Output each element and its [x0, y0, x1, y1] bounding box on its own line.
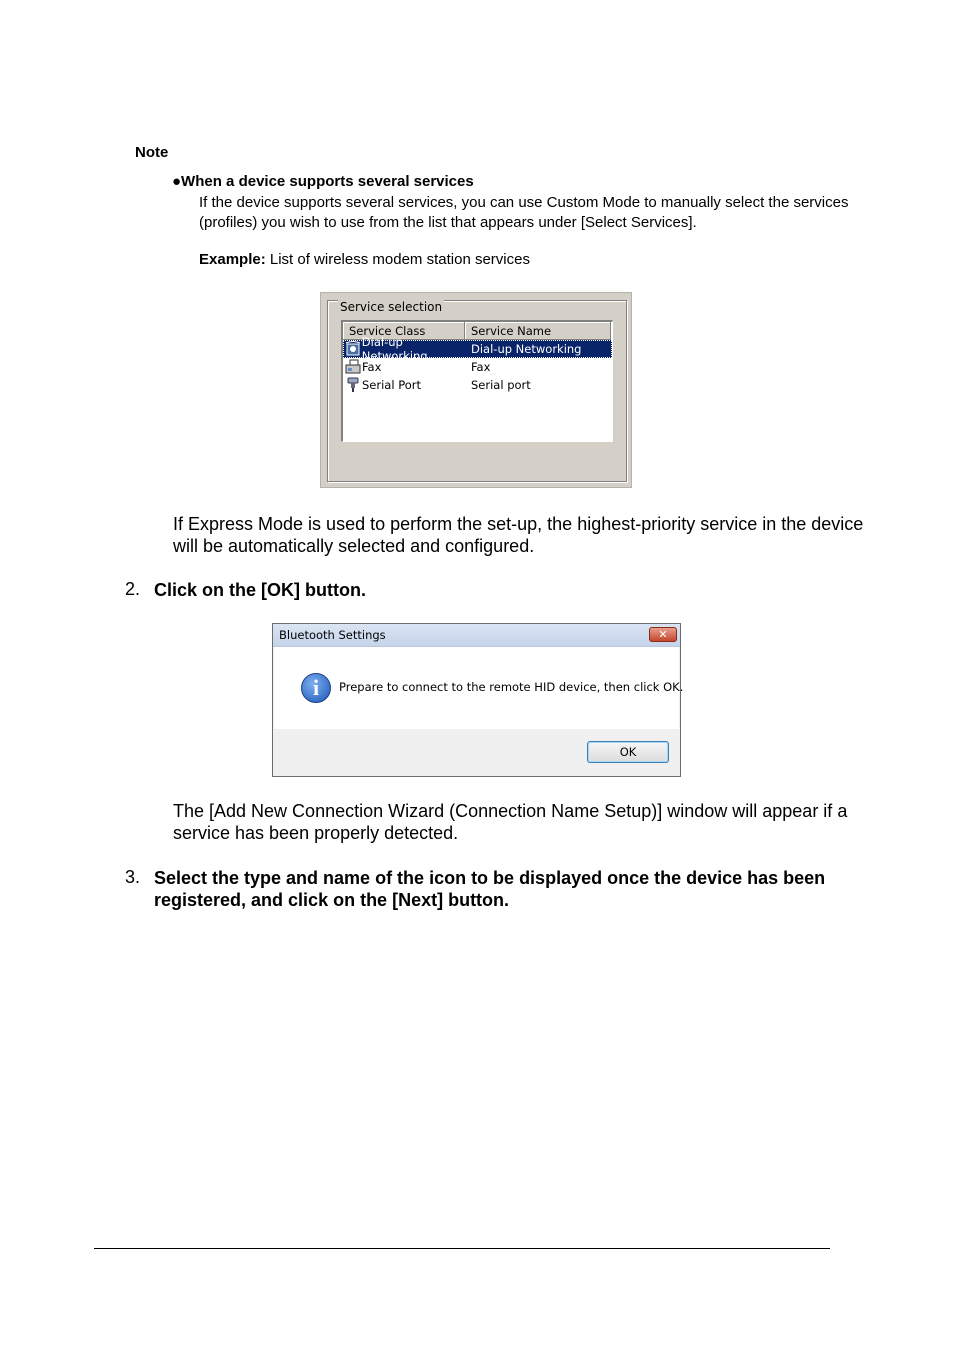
service-row-dialup[interactable] — [343, 335, 612, 363]
service-name-text: Fax — [471, 360, 491, 374]
note-body: If the device supports several services, you can use Custom Mode to manually select the services (profiles) you wish to use from the list that appears under [Select Services]. — [199, 194, 849, 231]
service-row-serial-port[interactable] — [343, 376, 612, 394]
example-line — [199, 251, 530, 268]
note-heading: ●When a device supports several services — [172, 173, 474, 190]
dialup-icon — [344, 341, 362, 357]
paragraph-express-mode: If Express Mode is used to perform the set-up, the highest-priority service in the device will be automatically selected and configured. — [173, 514, 864, 556]
service-list[interactable] — [341, 320, 613, 442]
example-label: Example: — [199, 251, 266, 268]
ok-button[interactable]: OK — [587, 741, 669, 763]
service-name-text: Serial port — [471, 378, 531, 392]
service-selection-legend: Service selection — [340, 300, 443, 314]
service-name-text: Dial-up Networking — [471, 342, 582, 356]
dialog-message: Prepare to connect to the remote HID device, then click OK. — [339, 680, 684, 694]
note-label: Note — [135, 144, 169, 161]
service-selection-screenshot — [320, 292, 632, 488]
close-icon[interactable]: ✕ — [649, 627, 677, 642]
service-class-text: Serial Port — [362, 378, 421, 392]
service-class-text: Dial-up Networking — [361, 335, 428, 363]
column-header-service-name[interactable]: Service Name — [465, 322, 611, 340]
dialog-title: Bluetooth Settings — [279, 628, 386, 642]
dialog-title-bar[interactable] — [273, 624, 680, 647]
bluetooth-settings-dialog — [272, 623, 684, 777]
service-class-text: Fax — [362, 360, 382, 374]
step-3-text: Select the type and name of the icon to be displayed once the device has been registered, and click on the [Next] button. — [154, 868, 826, 910]
footer-divider — [94, 1248, 830, 1249]
info-icon: i — [301, 673, 331, 703]
serial-port-icon — [344, 377, 362, 393]
dialog-body — [274, 647, 684, 729]
paragraph-wizard: The [Add New Connection Wizard (Connection Name Setup)] window will appear if a service has been properly detected. — [173, 801, 848, 843]
service-selection-group — [327, 300, 627, 482]
fax-icon — [344, 359, 362, 375]
column-header-service-class[interactable]: Service Class — [343, 322, 465, 340]
step-3-number: 3. — [125, 867, 141, 887]
example-text: List of wireless modem station services — [265, 251, 530, 268]
step-2-number: 2. — [125, 579, 141, 599]
step-2-text: Click on the [OK] button. — [154, 580, 366, 600]
service-row-fax[interactable] — [343, 358, 612, 376]
